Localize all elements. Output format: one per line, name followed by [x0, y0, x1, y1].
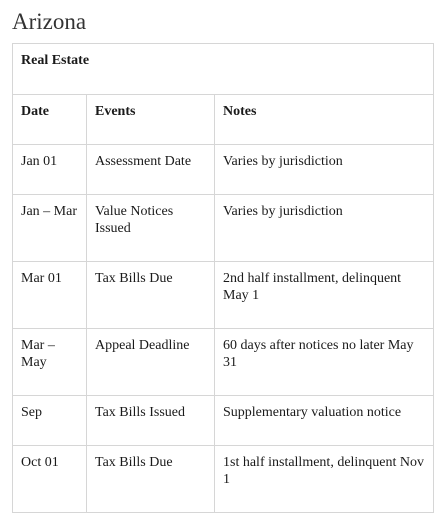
- notes-cell: 1st half installment, delinquent Nov 1: [215, 446, 434, 513]
- event-cell: Appeal Deadline: [87, 329, 215, 396]
- column-header-notes: Notes: [215, 95, 434, 145]
- date-cell: Sep: [13, 396, 87, 446]
- page-title: Arizona: [12, 9, 87, 34]
- table-row: [13, 145, 434, 195]
- date-cell: Mar 01: [13, 262, 87, 329]
- date-cell: Mar – May: [13, 329, 87, 396]
- section-label: Real Estate: [13, 44, 434, 95]
- event-cell: Tax Bills Issued: [87, 396, 215, 446]
- column-header-date: Date: [13, 95, 87, 145]
- notes-cell: Varies by jurisdiction: [215, 195, 434, 262]
- notes-cell: 60 days after notices no later May 31: [215, 329, 434, 396]
- notes-cell: 2nd half installment, delinquent May 1: [215, 262, 434, 329]
- table-row: [13, 262, 434, 329]
- notes-cell: Supplementary valuation notice: [215, 396, 434, 446]
- event-cell: Assessment Date: [87, 145, 215, 195]
- column-header-events: Events: [87, 95, 215, 145]
- event-cell: Tax Bills Due: [87, 446, 215, 513]
- event-cell: Tax Bills Due: [87, 262, 215, 329]
- table-row: [13, 195, 434, 262]
- tax-calendar-table: [12, 43, 434, 513]
- notes-cell: Varies by jurisdiction: [215, 145, 434, 195]
- table-header-row: [13, 95, 434, 145]
- table-row: [13, 446, 434, 513]
- date-cell: Jan – Mar: [13, 195, 87, 262]
- date-cell: Jan 01: [13, 145, 87, 195]
- date-cell: Oct 01: [13, 446, 87, 513]
- section-row: [13, 44, 434, 95]
- table-row: [13, 396, 434, 446]
- table-row: [13, 329, 434, 396]
- event-cell: Value Notices Issued: [87, 195, 215, 262]
